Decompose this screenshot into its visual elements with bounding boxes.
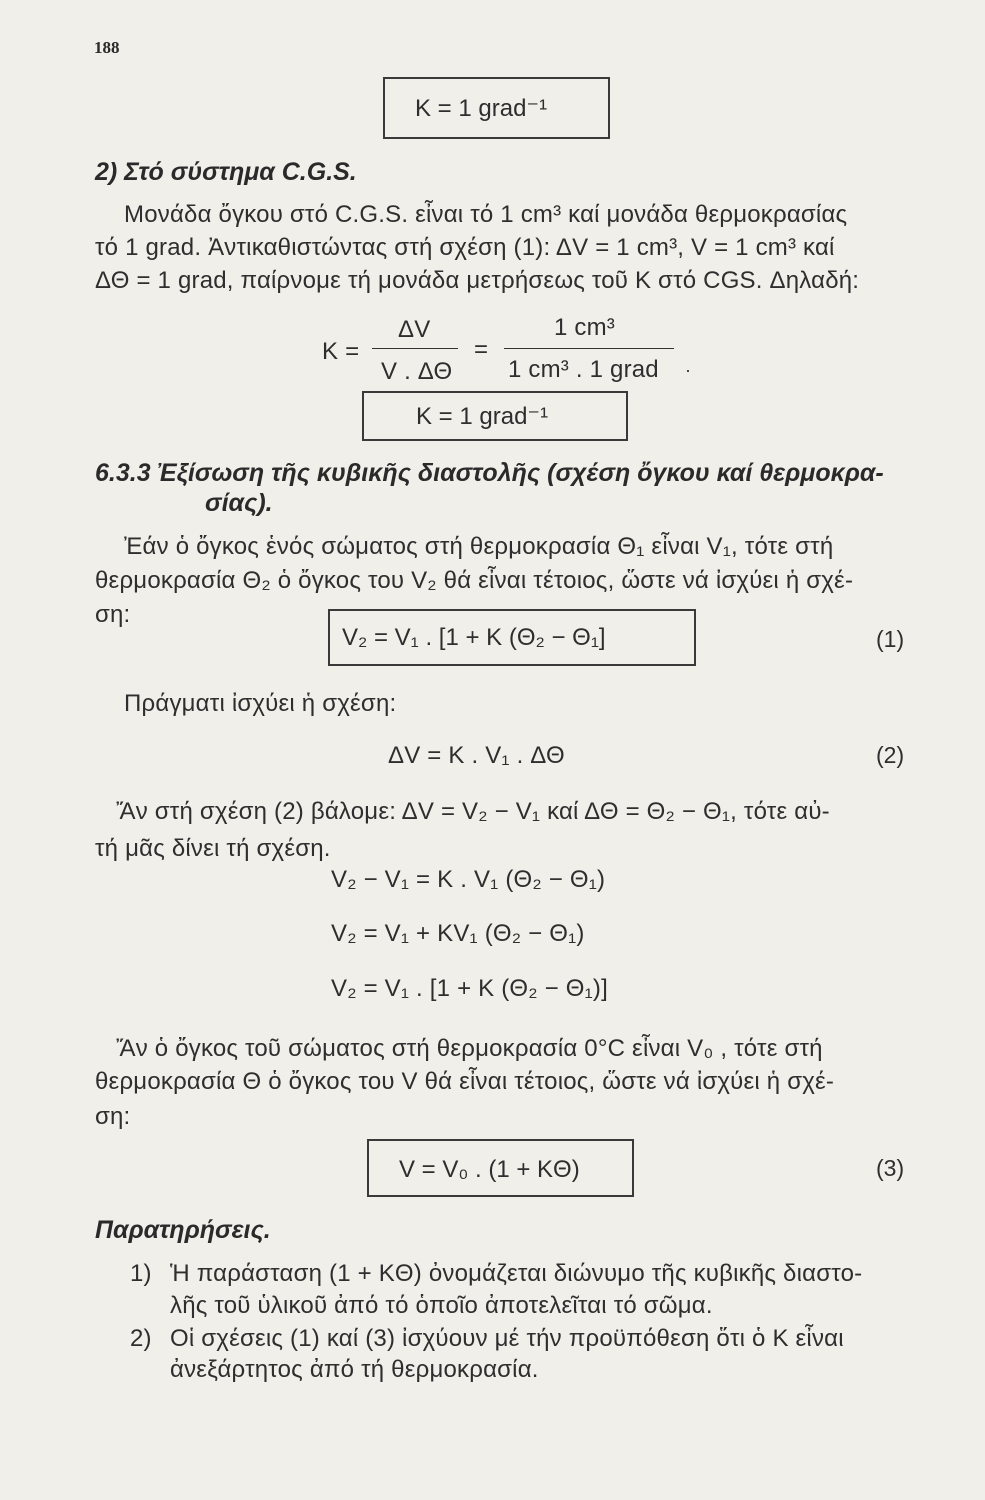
derivation-line: V₂ = V₁ + KV₁ (Θ₂ − Θ₁) — [331, 920, 585, 947]
equation-3: V = V₀ . (1 + KΘ) — [399, 1156, 580, 1183]
k-unit-text: K = 1 grad⁻¹ — [416, 403, 549, 430]
note-number: 1) — [130, 1260, 152, 1287]
note-line: λῆς τοῦ ὑλικοῦ ἀπό τό ὁποῖο ἀποτελεῖται τό σῶμα. — [170, 1292, 713, 1319]
derivation-line: V₂ − V₁ = K . V₁ (Θ₂ − Θ₁) — [331, 866, 606, 893]
cgs-para-line: ΔΘ = 1 grad, παίρνομε τή μονάδα μετρήσεως τοῦ Κ στό CGS. Δηλαδή: — [95, 267, 860, 294]
frac-den-1: V . ΔΘ — [381, 358, 453, 385]
cgs-heading: 2) Στό σύστημα C.G.S. — [95, 158, 357, 186]
cgs-para-line: Μονάδα ὄγκου στό C.G.S. εἶναι τό 1 cm³ καί μονάδα θερμοκρασίας — [124, 201, 848, 228]
cgs-para-line: τό 1 grad. Ἀντικαθιστώντας στή σχέση (1): ΔV = 1 cm³, V = 1 cm³ καί — [95, 234, 835, 261]
section-heading: 6.3.3 Ἐξίσωση τῆς κυβικῆς διαστολῆς (σχέση ὄγκου καί θερμοκρα- — [95, 459, 884, 487]
zero-para-line: θερμοκρασία Θ ὁ ὄγκος του V θά εἶναι τέτοιος, ὥστε νά ἰσχύει ἡ σχέ- — [95, 1068, 835, 1095]
section-heading-cont: σίας). — [205, 489, 273, 517]
equation-3-number: (3) — [876, 1155, 905, 1181]
note-line: Οἱ σχέσεις (1) καί (3) ἰσχύουν μέ τήν προϋπόθεση ὅτι ὁ Κ εἶναι — [170, 1325, 844, 1352]
derivation-line: V₂ = V₁ . [1 + K (Θ₂ − Θ₁)] — [331, 975, 608, 1002]
frac-den-2: 1 cm³ . 1 grad — [508, 356, 659, 383]
page-number: 188 — [94, 38, 120, 57]
indeed-text: Πράγματι ἰσχύει ἡ σχέση: — [124, 690, 397, 717]
equation-1-box — [328, 609, 696, 666]
frac-num-2: 1 cm³ — [554, 314, 615, 341]
frac-num-1: ΔV — [398, 316, 431, 343]
subst-para-line: τή μᾶς δίνει τή σχέση. — [95, 835, 331, 862]
equation-1: V₂ = V₁ . [1 + K (Θ₂ − Θ₁] — [342, 624, 606, 651]
k-unit-text: K = 1 grad⁻¹ — [415, 95, 548, 122]
note-line: ἀνεξάρτητος ἀπό τή θερμοκρασία. — [170, 1356, 539, 1383]
k-unit-box-cgs — [362, 391, 628, 441]
frac-lhs: K = — [322, 338, 360, 365]
intro-para-line: θερμοκρασία Θ₂ ὁ ὄγκος του V₂ θά εἶναι τέτοιος, ὥστε νά ἰσχύει ἡ σχέ- — [95, 567, 854, 594]
equation-3-box — [367, 1139, 634, 1197]
equation-2-number: (2) — [876, 742, 905, 768]
frac-equals: = — [474, 336, 489, 363]
frac-dot: · — [685, 360, 692, 380]
k-unit-box-top — [383, 77, 610, 139]
zero-para-line: Ἄν ὁ ὄγκος τοῦ σώματος στή θερμοκρασία 0°C εἶναι V₀ , τότε στή — [116, 1035, 823, 1062]
subst-para-line: Ἄν στή σχέση (2) βάλομε: ΔV = V₂ − V₁ καί ΔΘ = Θ₂ − Θ₁, τότε αὐ- — [116, 798, 830, 825]
zero-para-line: ση: — [95, 1103, 131, 1130]
intro-para-line: ση: — [95, 601, 131, 628]
equation-2: ΔV = K . V₁ . ΔΘ — [388, 742, 565, 769]
fraction-bar — [372, 348, 458, 349]
intro-para-line: Ἐάν ὁ ὄγκος ἑνός σώματος στή θερμοκρασία Θ₁ εἶναι V₁, τότε στή — [124, 533, 834, 560]
equation-1-number: (1) — [876, 626, 905, 652]
notes-heading: Παρατηρήσεις. — [95, 1216, 271, 1244]
fraction-bar — [504, 348, 674, 349]
note-number: 2) — [130, 1325, 152, 1352]
note-line: Ἡ παράσταση (1 + KΘ) ὀνομάζεται διώνυμο τῆς κυβικῆς διαστο- — [170, 1260, 863, 1287]
